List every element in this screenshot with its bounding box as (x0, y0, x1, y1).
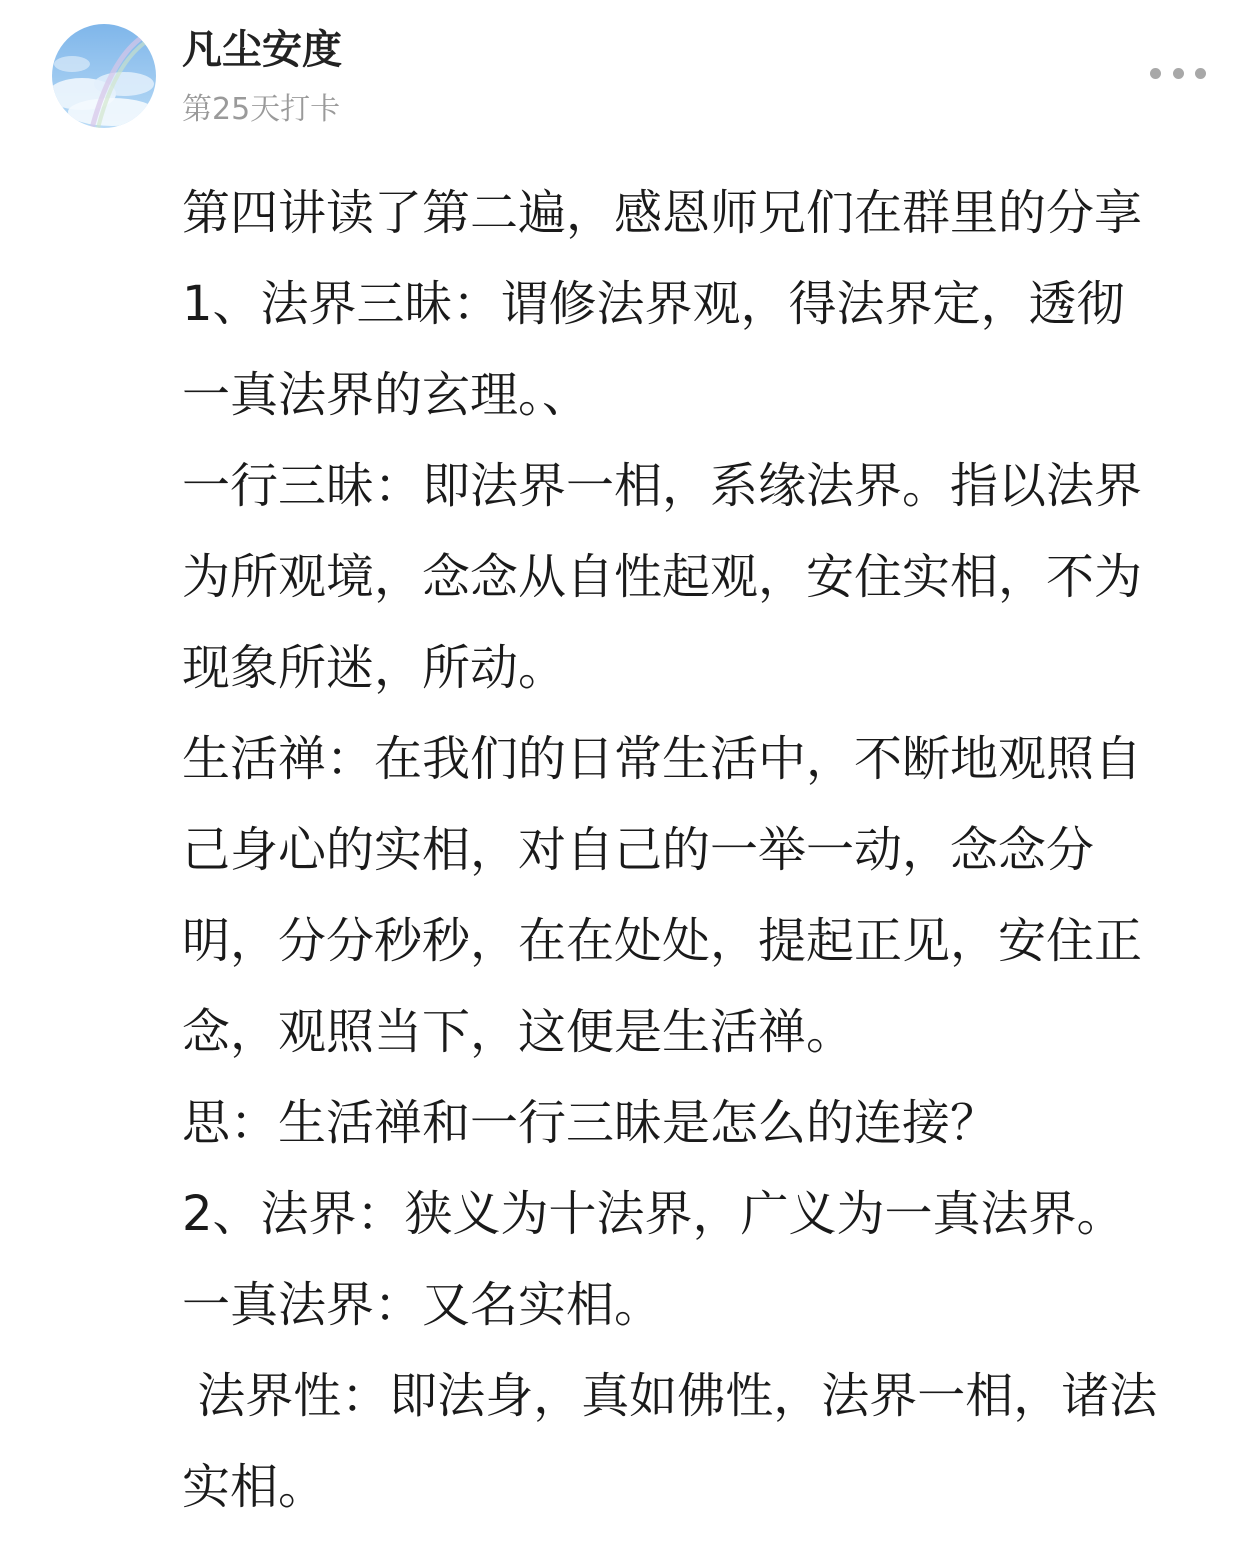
post-line: 念，观照当下，这便是生活禅。 (182, 1004, 855, 1060)
post-line: 1、法界三昧：谓修法界观，得法界定，透彻 (182, 276, 1125, 332)
more-dot (1173, 68, 1184, 79)
post-line: 明，分分秒秒，在在处处，提起正见，安住正 (182, 913, 1143, 969)
post-line: 法界性：即法身，真如佛性，法界一相，诸法 (182, 1368, 1158, 1424)
more-dot (1150, 68, 1161, 79)
post-line: 一行三昧：即法界一相，系缘法界。指以法界 (182, 458, 1143, 514)
post-line: 第四讲读了第二遍，感恩师兄们在群里的分享 (182, 185, 1143, 241)
post-line: 一真法界的玄理。、 (182, 367, 591, 423)
post-line: 实相。 (182, 1459, 327, 1515)
post-line: 思：生活禅和一行三昧是怎么的连接？ (182, 1095, 999, 1151)
post-line: 现象所迷，所动。 (182, 640, 567, 696)
post-content (182, 168, 1222, 1533)
post-line: 生活禅：在我们的日常生活中，不断地观照自 (182, 731, 1143, 787)
post-header (0, 0, 1260, 150)
post-line: 一真法界：又名实相。 (182, 1277, 663, 1333)
author-name[interactable]: 凡尘安度 (182, 27, 342, 73)
post-line: 为所观境，念念从自性起观，安住实相，不为 (182, 549, 1143, 605)
user-avatar[interactable] (52, 24, 156, 128)
sky-avatar-image (52, 24, 156, 128)
post-line: 己身心的实相，对自己的一举一动，念念分 (182, 822, 1095, 878)
more-horizontal-icon[interactable] (1150, 58, 1206, 88)
post-line: 2、法界：狭义为十法界，广义为一真法界。 (182, 1186, 1125, 1242)
checkin-label: 第25天打卡 (182, 92, 341, 127)
more-dot (1195, 68, 1206, 79)
